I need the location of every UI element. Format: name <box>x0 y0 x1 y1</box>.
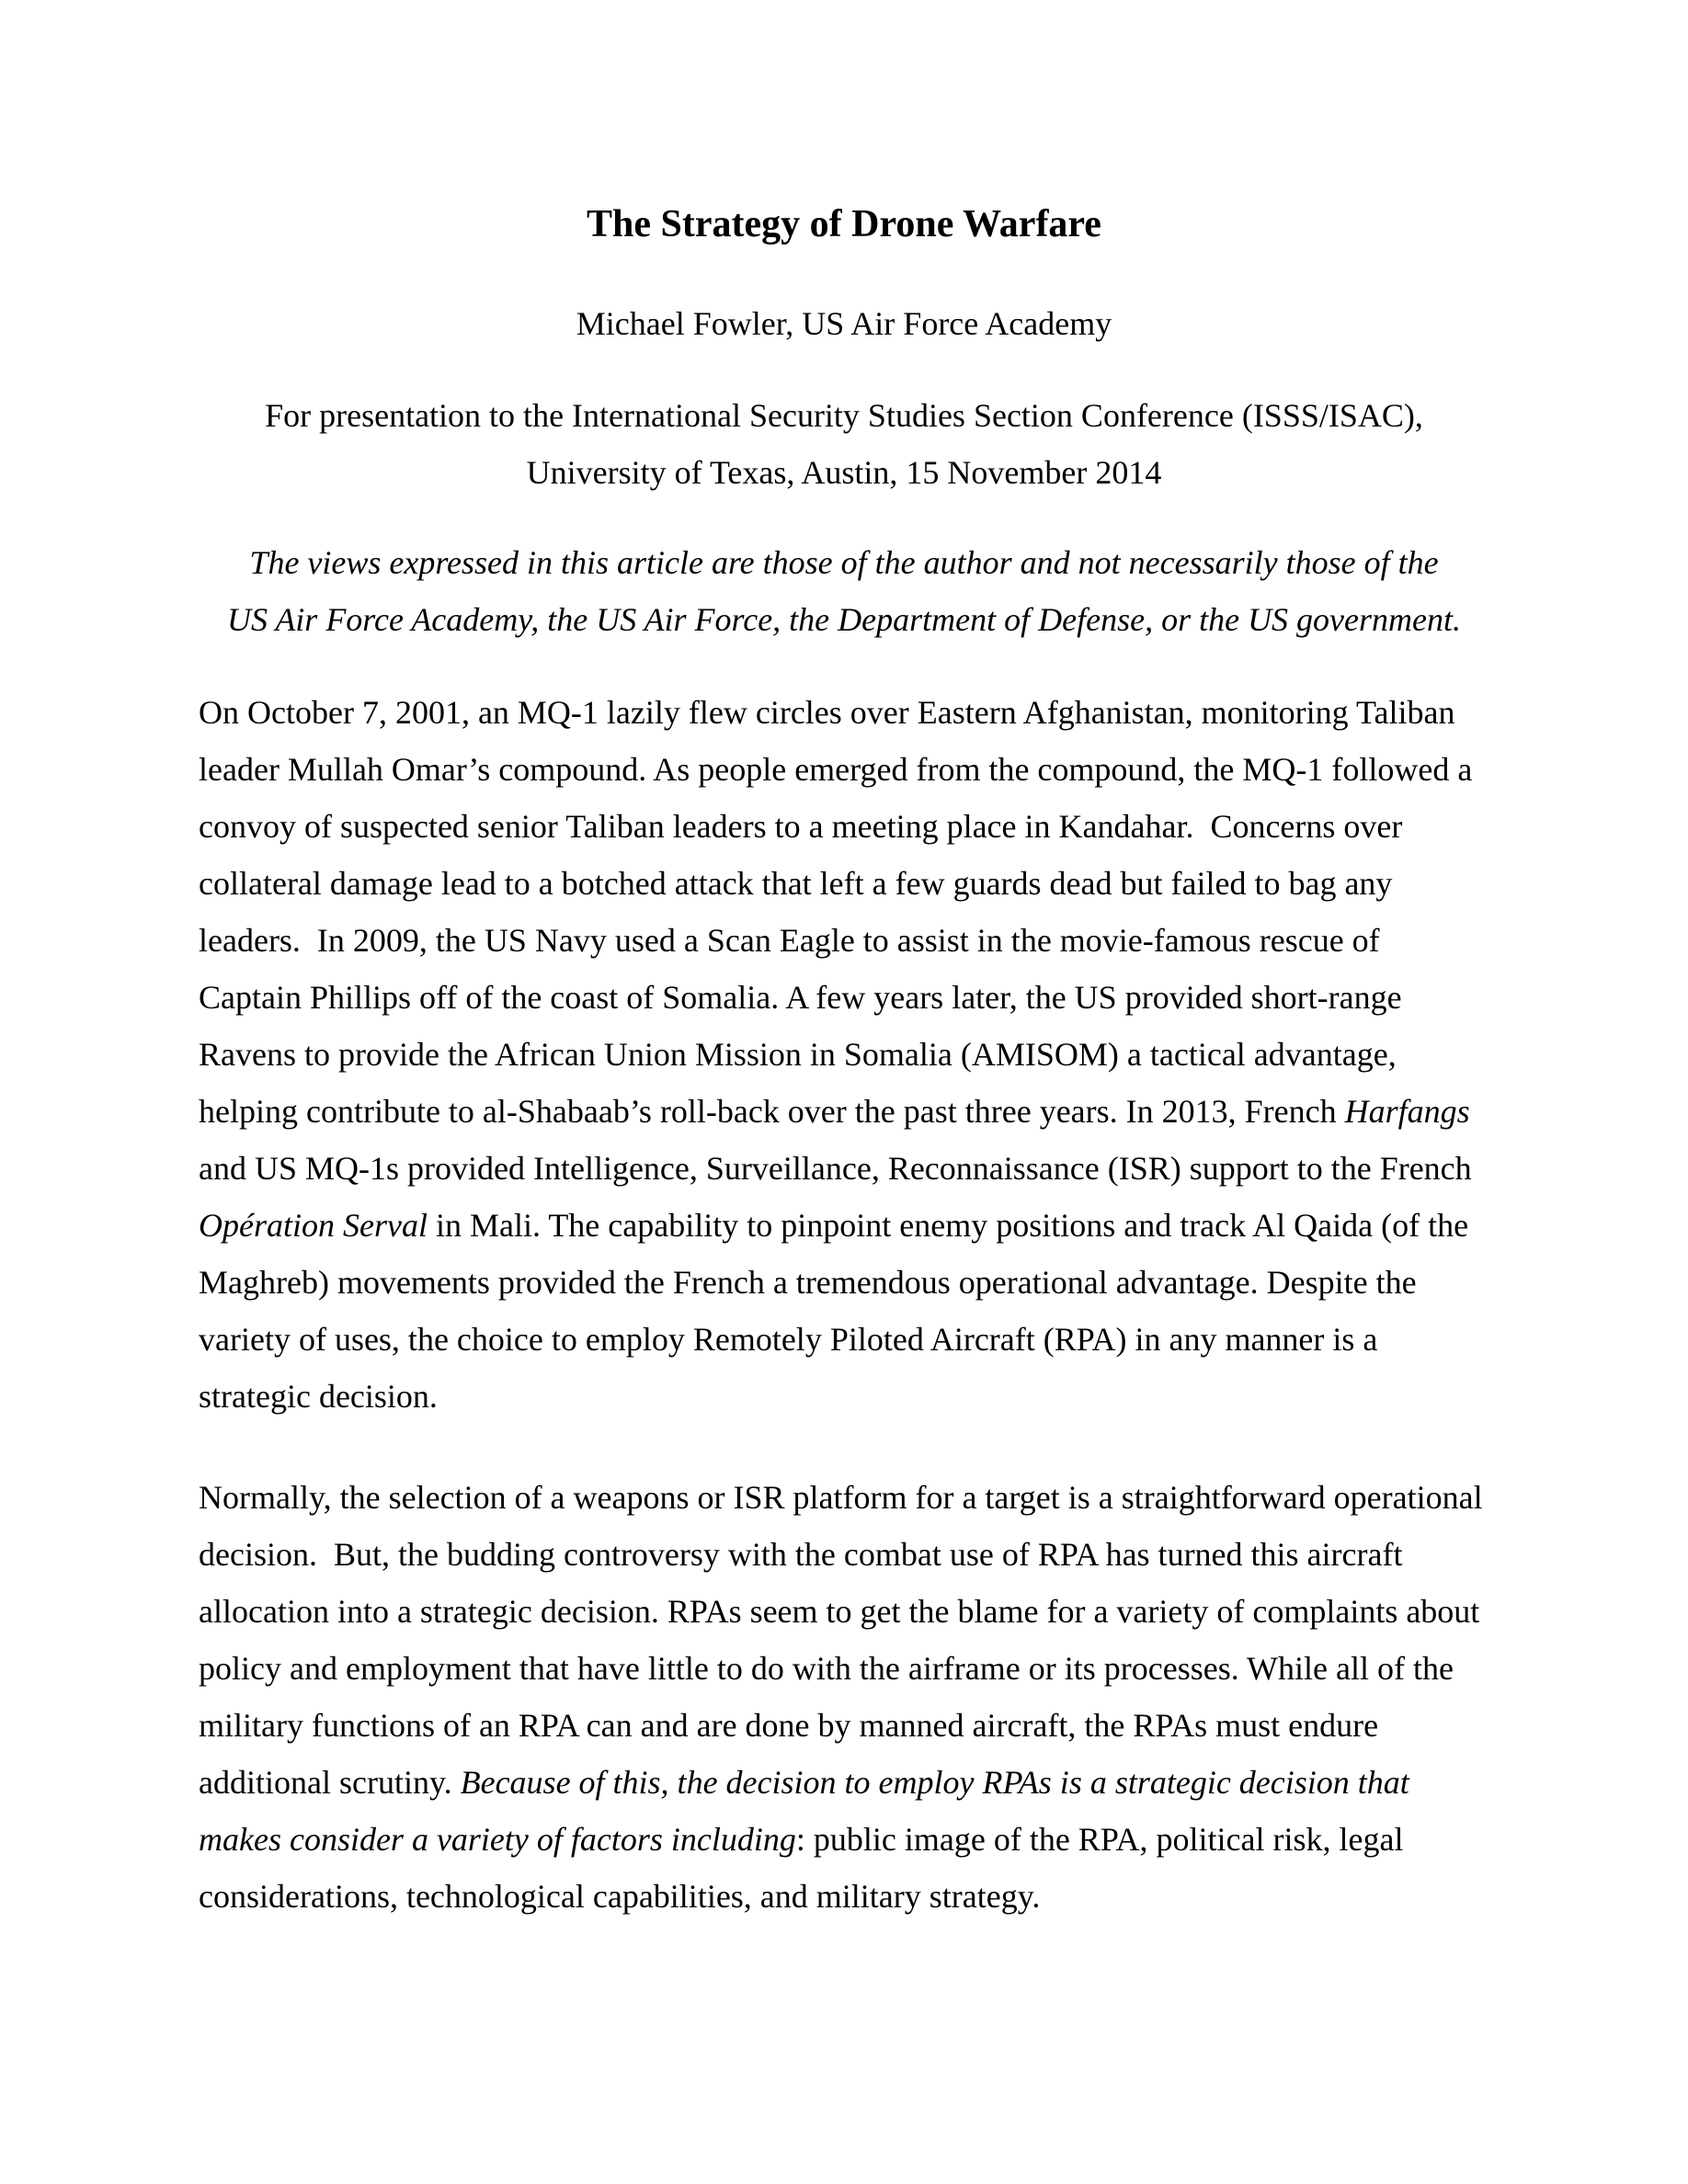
text-run: Captain Phillips off of the coast of Somalia. A few years later, the US provided short-range <box>199 979 1402 1016</box>
presentation-block <box>199 387 1489 501</box>
text-line <box>199 1868 1489 1925</box>
author-line: Michael Fowler, US Air Force Academy <box>576 305 1112 342</box>
italic-text-run: Because of this, the decision to employ RPAs is a strategic decision that <box>460 1764 1409 1801</box>
text-line <box>199 1140 1489 1197</box>
text-run: additional scrutiny. <box>199 1764 461 1801</box>
text-line: US Air Force Academy, the US Air Force, the Department of Defense, or the US government. <box>226 601 1462 638</box>
text-line: The views expressed in this article are those of the author and not necessarily those of the <box>249 544 1439 581</box>
text-line <box>199 1583 1489 1640</box>
text-run: Normally, the selection of a weapons or ISR platform for a target is a straightforward operational <box>199 1479 1483 1516</box>
paragraph <box>199 1469 1489 1925</box>
text-line <box>199 855 1489 912</box>
text-run: in Mali. The capability to pinpoint enemy positions and track Al Qaida (of the <box>427 1207 1469 1244</box>
text-run: and US MQ-1s provided Intelligence, Surveillance, Reconnaissance (ISR) support to the French <box>199 1150 1472 1187</box>
text-line: For presentation to the International Security Studies Section Conference (ISSS/ISAC), <box>265 397 1423 434</box>
text-line <box>199 912 1489 969</box>
text-run: allocation into a strategic decision. RPAs seem to get the blame for a variety of complaints about <box>199 1593 1480 1630</box>
text-run: leaders. In 2009, the US Navy used a Scan Eagle to assist in the movie-famous rescue of <box>199 922 1380 959</box>
text-line <box>199 1368 1489 1425</box>
text-line <box>199 1083 1489 1140</box>
text-run: considerations, technological capabilities, and military strategy. <box>199 1878 1041 1915</box>
text-line <box>199 684 1489 741</box>
text-run: : public image of the RPA, political risk, legal <box>795 1821 1404 1858</box>
text-run: decision. But, the budding controversy with the combat use of RPA has turned this aircraft <box>199 1536 1403 1573</box>
text-line <box>199 1697 1489 1754</box>
italic-text-run: Harfangs <box>1344 1093 1470 1130</box>
text-run: On October 7, 2001, an MQ-1 lazily flew circles over Eastern Afghanistan, monitoring Taliban <box>199 694 1455 731</box>
text-line <box>199 1254 1489 1311</box>
text-run: convoy of suspected senior Taliban leaders to a meeting place in Kandahar. Concerns over <box>199 808 1403 845</box>
paragraph <box>199 684 1489 1425</box>
text-line <box>199 1640 1489 1697</box>
text-line <box>199 1197 1489 1254</box>
text-line <box>199 798 1489 855</box>
text-line <box>199 1754 1489 1811</box>
text-line <box>199 1469 1489 1526</box>
text-line <box>199 741 1489 798</box>
text-run: policy and employment that have little to do with the airframe or its processes. While all of the <box>199 1650 1454 1687</box>
text-line <box>199 1311 1489 1368</box>
text-run: strategic decision. <box>199 1378 438 1415</box>
text-run: helping contribute to al-Shabaab’s roll-back over the past three years. In 2013, French <box>199 1093 1345 1130</box>
page-title: The Strategy of Drone Warfare <box>587 203 1101 245</box>
italic-text-run: Opération Serval <box>199 1207 428 1244</box>
body-paragraphs <box>199 684 1489 1925</box>
text-run: leader Mullah Omar’s compound. As people emerged from the compound, the MQ-1 followed a <box>199 751 1473 788</box>
text-line: University of Texas, Austin, 15 November 2014 <box>526 454 1162 491</box>
text-line <box>199 1026 1489 1083</box>
text-run: Ravens to provide the African Union Mission in Somalia (AMISOM) a tactical advantage, <box>199 1036 1397 1073</box>
text-line <box>199 969 1489 1026</box>
text-line <box>199 1811 1489 1868</box>
text-run: collateral damage lead to a botched attack that left a few guards dead but failed to bag any <box>199 865 1393 902</box>
text-run: military functions of an RPA can and are done by manned aircraft, the RPAs must endure <box>199 1707 1379 1744</box>
italic-text-run: makes consider a variety of factors including <box>199 1821 796 1858</box>
text-run: variety of uses, the choice to employ Remotely Piloted Aircraft (RPA) in any manner is a <box>199 1321 1378 1358</box>
text-run: Maghreb) movements provided the French a tremendous operational advantage. Despite the <box>199 1264 1417 1301</box>
disclaimer-block <box>199 534 1489 648</box>
text-line <box>199 1526 1489 1583</box>
